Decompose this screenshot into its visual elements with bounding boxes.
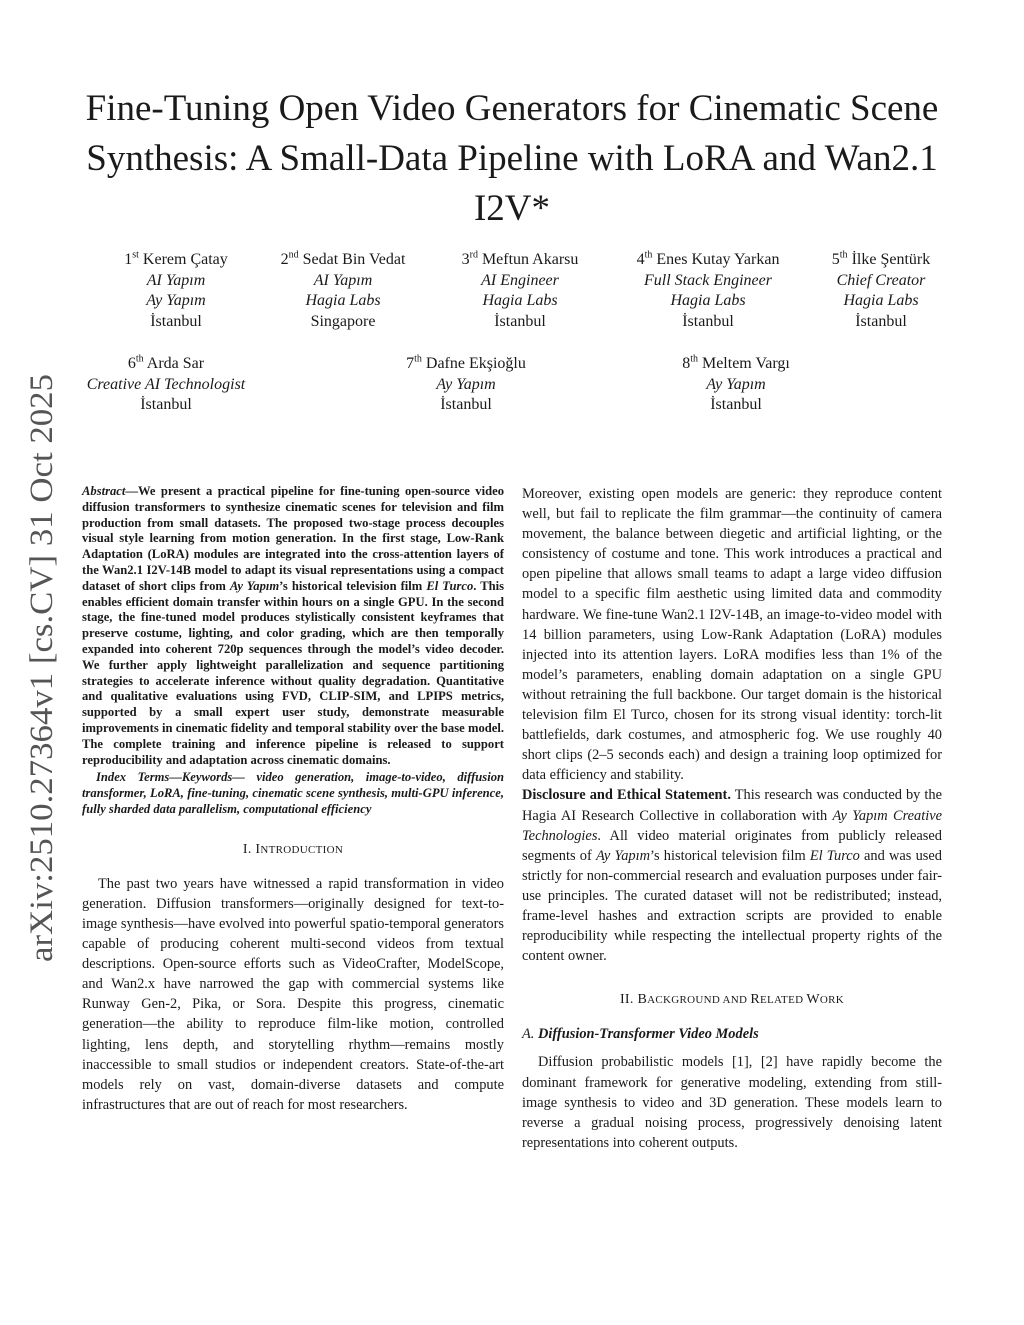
author-name-line: 1st Kerem Çatay [124, 249, 228, 268]
author-block-7 [376, 354, 556, 416]
author-role: Creative AI Technologist [86, 375, 246, 393]
author-role: Ay Yapım [706, 375, 766, 393]
author-block-2 [258, 250, 428, 332]
author-org: Hagia Labs [305, 292, 381, 309]
author-city: İstanbul [710, 396, 762, 413]
paper-title: Fine-Tuning Open Video Generators for Cinematic Scene Synthesis: A Small-Data Pipeline with LoRA and Wan2.1 I2V* [85, 88, 939, 229]
index-terms: Index Terms—Keywords— video generation, image-to-video, diffusion transformer, LoRA, fine-tuning, cinematic scene synthesis, multi-GPU inference, fully sharded data parallelism, computational efficiency [82, 770, 504, 816]
author-role: Full Stack Engineer [644, 271, 772, 289]
author-role: Chief Creator [836, 271, 926, 289]
author-org: Ay Yapım [146, 292, 206, 309]
author-block-3 [438, 250, 602, 332]
background-paragraph-1: Diffusion probabilistic models [1], [2] have rapidly become the dominant framework for generative modeling, extending from still-image synthesis to video and 3D generation. These models learn to reverse a gradual noising process, progressively denoising latent representations into coherent outputs. [522, 1054, 942, 1151]
author-block-5 [814, 250, 948, 332]
author-block-6 [66, 354, 266, 416]
left-column [82, 484, 504, 1115]
author-city: İstanbul [140, 396, 192, 413]
author-name-line: 6th Arda Sar [127, 353, 205, 372]
author-role: AI Engineer [481, 271, 559, 289]
author-name-line: 7th Dafne Ekşioğlu [406, 353, 526, 372]
author-block-4 [608, 250, 808, 332]
abstract: Abstract—We present a practical pipeline for fine-tuning open-source video diffusion transformers to synthesize cinematic scenes for television and film production from small datasets. The proposed two-stage process decouples visual style learning from motion generation. In the first stage, Low-Rank Adaptation (LoRA) modules are integrated into the cross-attention layers of the Wan2.1 I2V-14B model to adapt its visual representations using a compact dataset of short clips from Ay Yapım’s historical television film El Turco. This enables efficient domain transfer within hours on a single GPU. In the second stage, the fine-tuned model produces stylistically consistent keyframes that preserve costume, lighting, and color grading, which are then temporally expanded into coherent 720p sequences through the model’s video decoder. We further apply lightweight parallelization and sequence partitioning strategies to accelerate inference without quality degradation. Quantitative and qualitative evaluations using FVD, CLIP-SIM, and LPIPS metrics, supported by a small expert user study, demonstrate measurable improvements in cinematic fidelity and temporal stability over the base model. The complete training and inference pipeline is released to support reproducibility and adaptation across cinematic domains. [82, 484, 504, 767]
author-city: İstanbul [855, 312, 907, 330]
section-heading-introduction: I. INTRODUCTION [242, 841, 344, 857]
author-name-line: 3rd Meftun Akarsu [461, 249, 579, 268]
intro-paragraph-2: Moreover, existing open models are generic: they reproduce content well, but fail to replicate the film grammar—the continuity of camera movement, the balance between diegetic and artificial lighting, or the consistency of costume and tone. This work introduces a practical and open pipeline that allows small teams to adapt a large video diffusion model to a specific film aesthetic using limited data and commodity hardware. We fine-tune Wan2.1 I2V-14B, an image-to-video model with 14 billion parameters, using Low-Rank Adaptation (LoRA) modules injected into its attention layers. LoRA modifies less than 1% of the model’s parameters, enabling domain adaptation on a single GPU without retraining the full backbone. Our target domain is the historical television film El Turco, chosen for its strong visual identity: torch-lit battlefields, dark costumes, and atmospheric fog. We use roughly 40 short clips (2–5 seconds each) and design a training loop optimized for data efficiency and stability. [522, 486, 942, 784]
author-city: İstanbul [494, 312, 546, 330]
author-city: İstanbul [682, 312, 734, 330]
author-name-line: 8th Meltem Vargı [682, 353, 790, 372]
author-org: Hagia Labs [482, 292, 558, 309]
author-city: İstanbul [440, 396, 492, 413]
arxiv-identifier-stamp [6, 372, 64, 962]
disclosure-paragraph: Disclosure and Ethical Statement. This research was conducted by the Hagia AI Research Collective in collaboration with Ay Yapım Creative Technologies. All video material originates from publicly released segments of Ay Yapım’s historical television film El Turco and was used strictly for non-commercial research and evaluation purposes under fair-use principles. The curated dataset will not be redistributed; instead, frame-level hashes and extraction scripts are provided to enable reproducibility while respecting the intellectual property rights of the content owner. [522, 787, 943, 965]
author-city: Singapore [310, 312, 376, 330]
author-block-8 [656, 354, 816, 416]
author-name-line: 2nd Sedat Bin Vedat [280, 249, 406, 268]
arxiv-identifier-text: arXiv:2510.27364v1 [cs.CV] 31 Oct 2025 [24, 404, 60, 962]
section-heading-background: II. BACKGROUND AND RELATED WORK [619, 992, 845, 1008]
author-city: İstanbul [150, 312, 202, 330]
intro-paragraph-1: The past two years have witnessed a rapid transformation in video generation. Diffusion transformers—originally designed for text-to-image synthesis—have evolved into powerful spatio-temporal generators capable of producing coherent multi-second videos from textual descriptions. Open-source efforts such as VideoCrafter, ModelScope, and Wan2.x have narrowed the gap with commercial systems like Runway Gen-2, Pika, or Sora. Despite this progress, cinematic generation—the ability to reproduce film-like motion, controlled lighting, lens depth, and storytelling rhythm—remains mostly inaccessible to small studios or independent creators. State-of-the-art models rely on vast, domain-diverse datasets and compute infrastructures that are out of reach for most researchers. [82, 875, 504, 1113]
author-name-line: 4th Enes Kutay Yarkan [636, 249, 780, 268]
author-org: Hagia Labs [843, 292, 919, 309]
author-block-1 [96, 250, 256, 332]
right-column [522, 484, 942, 1153]
author-org: Hagia Labs [670, 292, 746, 309]
author-role: Ay Yapım [436, 375, 496, 393]
subsection-heading: A. Diffusion-Transformer Video Models [522, 1026, 759, 1043]
author-name-line: 5th İlke Şentürk [831, 249, 931, 268]
author-role: AI Yapım [146, 271, 206, 289]
author-role: AI Yapım [313, 271, 373, 289]
